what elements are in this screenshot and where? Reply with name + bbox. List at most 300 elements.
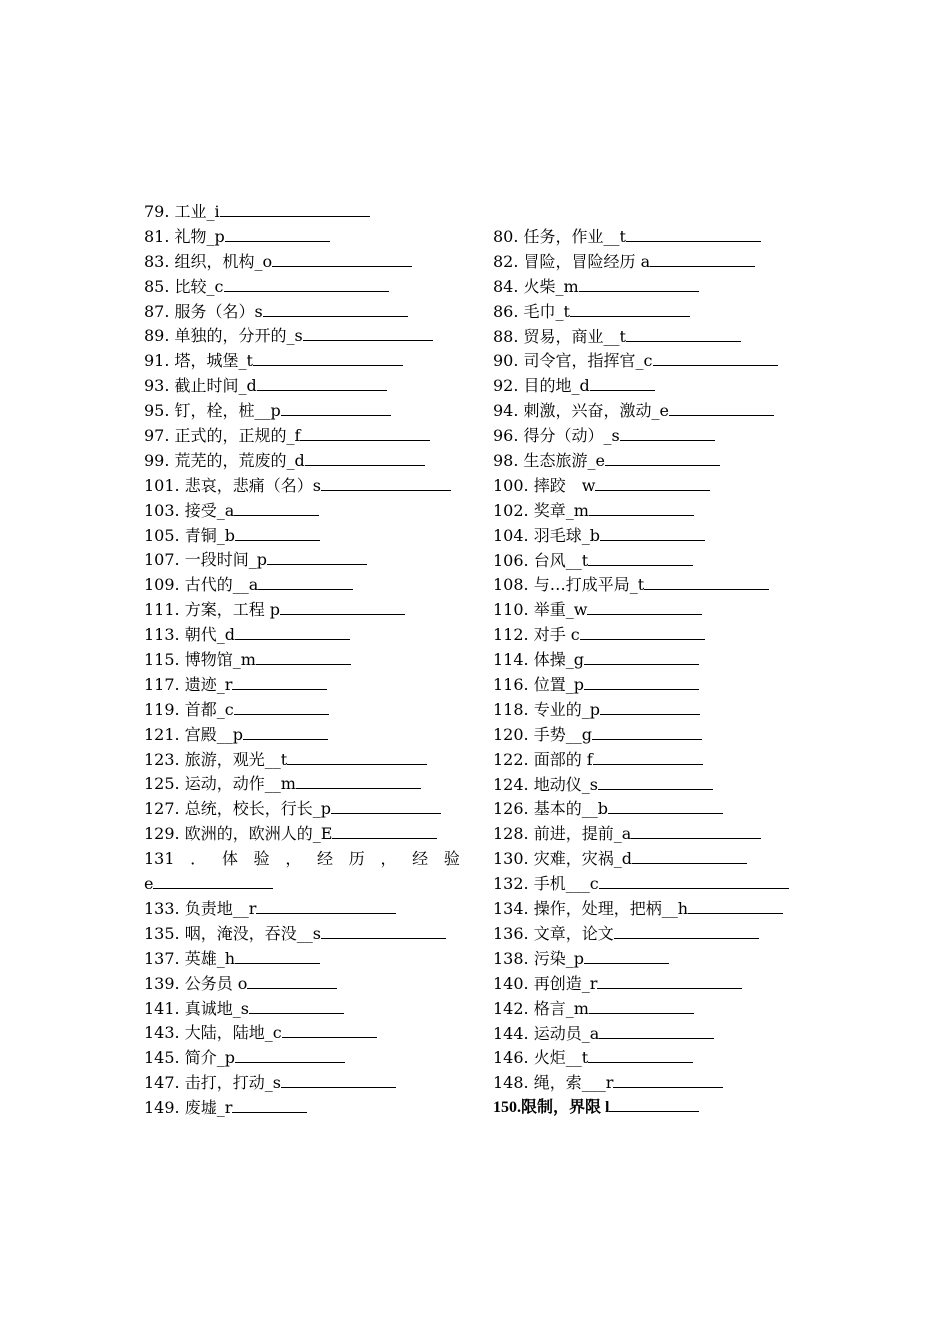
item-number: 83. <box>144 251 170 271</box>
item-term: 羽毛球_b <box>533 525 600 545</box>
item-number: 143. <box>144 1023 180 1043</box>
item-term: 操作，处理，把柄__h <box>533 899 689 919</box>
vocab-item <box>493 349 813 374</box>
vocab-item <box>144 1021 462 1046</box>
item-number: 114. <box>493 650 529 670</box>
item-number: 123. <box>144 749 180 769</box>
item-term: 悲哀，悲痛（名）s <box>184 475 321 495</box>
answer-blank[interactable] <box>287 750 427 765</box>
answer-blank[interactable] <box>253 351 403 366</box>
vocab-item <box>493 922 813 947</box>
item-term: 大陆，陆地_c <box>184 1023 282 1043</box>
answer-blank[interactable] <box>300 426 430 441</box>
answer-blank[interactable] <box>584 650 699 665</box>
answer-blank[interactable] <box>631 824 761 839</box>
answer-blank[interactable] <box>235 949 320 964</box>
vocab-item <box>493 1046 813 1071</box>
item-term: 咽，淹没，吞没__s <box>184 923 321 943</box>
answer-blank[interactable] <box>281 1073 396 1088</box>
vocab-item <box>493 897 813 922</box>
item-number: 104. <box>493 525 529 545</box>
item-number: 96. <box>493 426 519 446</box>
vocab-item <box>144 1096 462 1121</box>
item-number: 148. <box>493 1073 529 1093</box>
item-number: 95. <box>144 401 170 421</box>
answer-blank[interactable] <box>267 550 367 565</box>
answer-blank[interactable] <box>644 575 769 590</box>
item-number: 146. <box>493 1048 529 1068</box>
item-number: 107. <box>144 550 180 570</box>
answer-blank[interactable] <box>590 376 655 391</box>
answer-blank[interactable] <box>272 252 412 267</box>
vocab-item <box>493 997 813 1022</box>
answer-blank[interactable] <box>296 774 421 789</box>
item-number: 127. <box>144 799 180 819</box>
answer-blank[interactable] <box>584 675 699 690</box>
answer-blank[interactable] <box>249 999 344 1014</box>
item-term: 位置_p <box>533 675 584 695</box>
item-number: 97. <box>144 426 170 446</box>
item-number: 111. <box>144 600 180 620</box>
answer-blank[interactable] <box>688 899 783 914</box>
item-number: 108. <box>493 575 529 595</box>
vocab-item <box>493 623 813 648</box>
item-term: 污染_p <box>533 948 584 968</box>
vocab-item <box>493 698 813 723</box>
answer-blank[interactable] <box>584 949 669 964</box>
item-number: 145. <box>144 1048 180 1068</box>
item-term: 组织，机构_o <box>174 251 273 271</box>
answer-blank[interactable] <box>580 625 705 640</box>
vocab-item <box>144 324 462 349</box>
answer-blank[interactable] <box>614 924 759 939</box>
right-column <box>493 225 813 1121</box>
item-term: 绳，索___r <box>533 1073 614 1093</box>
answer-blank[interactable] <box>609 1097 699 1112</box>
item-term: 单独的，分开的_s <box>174 326 303 346</box>
vocab-item <box>144 349 462 374</box>
item-number: 81. <box>144 226 170 246</box>
item-text-part: ， <box>285 849 302 869</box>
answer-blank[interactable] <box>332 824 437 839</box>
answer-blank[interactable] <box>235 1048 345 1063</box>
item-number: 101. <box>144 475 180 495</box>
answer-blank[interactable] <box>653 351 778 366</box>
item-term: 文章，论文 <box>533 923 614 943</box>
item-term: 毛巾_t <box>523 301 570 321</box>
vocab-item <box>493 673 813 698</box>
answer-blank[interactable] <box>588 1048 693 1063</box>
item-term: 英雄_h <box>184 948 236 968</box>
item-term: 冒险，冒险经历 a <box>523 251 651 271</box>
answer-blank[interactable] <box>258 575 353 590</box>
answer-blank[interactable] <box>331 799 441 814</box>
item-number: 98. <box>493 451 519 471</box>
item-number: 94. <box>493 401 519 421</box>
item-term: 对手 c <box>533 625 580 645</box>
item-number: 122. <box>493 749 529 769</box>
item-number: 149. <box>144 1098 180 1118</box>
item-text-part: 历 <box>348 849 365 869</box>
vocab-item <box>493 748 813 773</box>
item-term: 台风__t <box>533 550 589 570</box>
item-term: 生态旅游_e <box>523 451 606 471</box>
item-term: 工业_i <box>174 202 220 221</box>
item-term: 专业的_p <box>533 699 600 719</box>
vocab-item <box>493 972 813 997</box>
answer-blank[interactable] <box>220 202 370 217</box>
item-number: 133. <box>144 898 180 918</box>
vocab-item <box>144 797 462 822</box>
item-term: 废墟_r <box>184 1098 233 1118</box>
answer-blank[interactable] <box>588 551 693 566</box>
answer-blank[interactable] <box>232 675 327 690</box>
item-term: 真诚地_s <box>184 998 249 1018</box>
answer-blank[interactable] <box>597 974 742 989</box>
vocab-item <box>493 424 813 449</box>
item-term: 遗迹_r <box>184 674 233 694</box>
vocab-item <box>144 698 462 723</box>
item-number: 86. <box>493 301 519 321</box>
vocab-item <box>144 300 462 325</box>
answer-blank[interactable] <box>579 277 699 292</box>
answer-blank[interactable] <box>595 476 710 491</box>
vocab-item <box>144 374 462 399</box>
item-number: 106. <box>493 550 529 570</box>
vocab-item <box>144 200 462 225</box>
item-term: 火柴_m <box>523 276 579 296</box>
vocab-item <box>493 723 813 748</box>
item-term: 欧洲的，欧洲人的_E <box>184 824 333 844</box>
item-term: 手机___c <box>533 874 599 894</box>
item-term: 摔跤 w <box>533 475 596 495</box>
item-text-part: ， <box>380 849 397 869</box>
vocab-item <box>144 947 462 972</box>
vocab-item <box>144 772 462 797</box>
vocab-item <box>144 225 462 250</box>
item-term: 古代的__a <box>184 575 259 595</box>
vocab-item <box>144 524 462 549</box>
vocab-item <box>493 797 813 822</box>
item-term: 奖章_m <box>533 500 589 520</box>
vocab-item <box>144 972 462 997</box>
item-term: 首都_c <box>184 699 234 719</box>
vocab-item <box>493 872 813 897</box>
vocab-item-wrapped <box>144 847 460 872</box>
vocab-item <box>144 449 462 474</box>
item-number: 129. <box>144 824 180 844</box>
item-term: e <box>144 874 154 894</box>
vocab-item <box>493 549 813 574</box>
item-term: 一段时间_p <box>184 550 267 570</box>
answer-blank[interactable] <box>650 252 755 267</box>
item-number: 140. <box>493 973 529 993</box>
item-term: 基本的__b <box>533 799 608 819</box>
item-number: 150. <box>493 1099 521 1117</box>
answer-blank[interactable] <box>620 426 715 441</box>
item-term: 任务，作业__t <box>523 227 626 246</box>
vocab-item <box>144 474 462 499</box>
vocab-item <box>144 598 462 623</box>
item-term: 运动，动作__m <box>184 774 296 794</box>
item-term: 灾难，灾祸_d <box>533 849 632 869</box>
item-number: 119. <box>144 699 180 719</box>
item-term: 青铜_b <box>184 525 235 545</box>
answer-blank[interactable] <box>232 1098 307 1113</box>
vocab-item <box>493 275 813 300</box>
item-number: 84. <box>493 276 519 296</box>
vocab-item <box>493 1096 813 1121</box>
answer-blank[interactable] <box>669 401 774 416</box>
item-text-part: 验 <box>253 849 270 869</box>
answer-blank[interactable] <box>257 376 387 391</box>
item-number: 89. <box>144 326 170 346</box>
item-number: 132. <box>493 874 529 894</box>
item-term: 博物馆_m <box>184 650 256 670</box>
vocab-item <box>144 250 462 275</box>
left-column <box>144 200 462 1121</box>
item-term: 钉，栓，桩__p <box>174 401 281 421</box>
item-number: 118. <box>493 699 529 719</box>
answer-blank[interactable] <box>243 725 328 740</box>
item-term: 方案，工程 p <box>184 600 281 620</box>
item-number: 147. <box>144 1073 180 1093</box>
answer-blank[interactable] <box>247 974 337 989</box>
item-number: 110. <box>493 600 529 620</box>
answer-blank[interactable] <box>235 526 320 541</box>
vocab-item <box>493 947 813 972</box>
vocab-item <box>144 424 462 449</box>
vocab-item <box>493 847 813 872</box>
answer-blank[interactable] <box>263 302 408 317</box>
answer-blank[interactable] <box>234 700 329 715</box>
answer-blank[interactable] <box>632 849 747 864</box>
item-term: 负责地__r <box>184 898 257 918</box>
item-number: 109. <box>144 575 180 595</box>
vocab-item <box>144 673 462 698</box>
item-number: 125. <box>144 774 180 794</box>
item-term: 接受_a <box>184 500 235 520</box>
answer-blank[interactable] <box>600 700 700 715</box>
item-number: 120. <box>493 724 529 744</box>
item-text-part: 经 <box>412 849 429 869</box>
answer-blank[interactable] <box>587 600 702 615</box>
answer-blank[interactable] <box>605 451 720 466</box>
item-term: 击打，打动_s <box>184 1073 281 1093</box>
vocab-item <box>144 399 462 424</box>
item-term: 总统，校长，行长_p <box>184 799 331 819</box>
vocab-item <box>493 325 813 350</box>
vocab-item <box>144 748 462 773</box>
vocab-item <box>493 225 813 250</box>
item-term: 比较_c <box>174 276 224 296</box>
answer-blank[interactable] <box>589 501 694 516</box>
vocab-item-continuation <box>144 872 462 897</box>
vocab-item <box>144 499 462 524</box>
answer-blank[interactable] <box>600 526 705 541</box>
item-term: 举重_w <box>533 600 588 620</box>
item-term: 前进，提前_a <box>533 824 632 844</box>
item-term: 再创造_r <box>533 973 598 993</box>
answer-blank[interactable] <box>626 327 741 342</box>
answer-blank[interactable] <box>305 451 425 466</box>
vocab-item <box>144 922 462 947</box>
vocab-item <box>144 822 462 847</box>
item-term: 火炬__t <box>533 1048 589 1068</box>
vocab-item <box>144 623 462 648</box>
answer-blank[interactable] <box>593 750 703 765</box>
item-term: 格言_m <box>533 998 589 1018</box>
item-number: 134. <box>493 899 529 919</box>
item-text-part: 经 <box>317 849 334 869</box>
answer-blank[interactable] <box>599 1024 714 1039</box>
answer-blank[interactable] <box>598 775 713 790</box>
item-term: 宫殿__p <box>184 724 243 744</box>
item-term: 公务员 o <box>184 973 248 993</box>
item-term: 正式的，正规的_f <box>174 426 301 446</box>
item-number: 105. <box>144 525 180 545</box>
item-term: 塔，城堡_t <box>174 351 253 371</box>
answer-blank[interactable] <box>224 277 389 292</box>
vocab-item <box>144 275 462 300</box>
item-number: 93. <box>144 376 170 396</box>
answer-blank[interactable] <box>321 476 451 491</box>
item-term: 地动仪_s <box>533 774 598 794</box>
vocab-item <box>493 598 813 623</box>
item-number: 79. <box>144 202 170 221</box>
item-number: 128. <box>493 824 529 844</box>
answer-blank[interactable] <box>613 1073 723 1088</box>
item-term: 截止时间_d <box>174 376 257 396</box>
vocab-item <box>144 997 462 1022</box>
vocab-item <box>493 300 813 325</box>
answer-blank[interactable] <box>608 799 723 814</box>
item-text-part: 验 <box>443 849 460 869</box>
answer-blank[interactable] <box>234 501 319 516</box>
item-number: 113. <box>144 625 180 645</box>
item-term: 面部的 f <box>533 749 593 769</box>
item-number: 142. <box>493 998 529 1018</box>
item-term: 限制，界限 l <box>521 1099 610 1117</box>
item-term: 礼物_p <box>174 226 225 246</box>
item-number: 138. <box>493 948 529 968</box>
vocab-item <box>493 474 813 499</box>
item-text-part: ． <box>190 849 207 869</box>
item-number: 137. <box>144 948 180 968</box>
item-text-part: 131 <box>144 849 175 869</box>
item-number: 91. <box>144 351 170 371</box>
answer-blank[interactable] <box>626 227 761 242</box>
item-number: 136. <box>493 923 529 943</box>
item-number: 80. <box>493 227 519 246</box>
answer-blank[interactable] <box>570 302 690 317</box>
item-number: 85. <box>144 276 170 296</box>
vocab-item <box>493 1022 813 1047</box>
vocab-item <box>493 573 813 598</box>
item-term: 服务（名）s <box>174 301 263 321</box>
vocab-item <box>144 573 462 598</box>
vocab-item <box>493 773 813 798</box>
item-number: 126. <box>493 799 529 819</box>
item-number: 116. <box>493 675 529 695</box>
answer-blank[interactable] <box>281 401 391 416</box>
vocab-item <box>493 374 813 399</box>
item-term: 得分（动）_s <box>523 426 620 446</box>
item-term: 手势__g <box>533 724 592 744</box>
vocab-item <box>493 524 813 549</box>
answer-blank[interactable] <box>256 899 396 914</box>
item-number: 121. <box>144 724 180 744</box>
answer-blank[interactable] <box>153 874 273 889</box>
answer-blank[interactable] <box>282 1023 377 1038</box>
item-number: 117. <box>144 674 180 694</box>
item-term: 运动员_a <box>533 1023 600 1043</box>
item-term: 刺激，兴奋，激动_e <box>523 401 670 421</box>
item-number: 141. <box>144 998 180 1018</box>
item-number: 88. <box>493 326 519 346</box>
vocab-item <box>144 1046 462 1071</box>
vocab-item <box>493 250 813 275</box>
item-term: 目的地_d <box>523 376 590 396</box>
item-number: 135. <box>144 923 180 943</box>
item-number: 99. <box>144 450 170 470</box>
item-term: 与…打成平局_t <box>533 575 645 595</box>
item-number: 103. <box>144 500 180 520</box>
item-number: 124. <box>493 774 529 794</box>
item-number: 100. <box>493 475 529 495</box>
item-number: 102. <box>493 500 529 520</box>
item-term: 简介_p <box>184 1048 235 1068</box>
item-term: 旅游，观光__t <box>184 749 288 769</box>
item-number: 82. <box>493 251 519 271</box>
item-number: 112. <box>493 625 529 645</box>
answer-blank[interactable] <box>280 600 405 615</box>
vocab-item <box>493 822 813 847</box>
answer-blank[interactable] <box>592 725 702 740</box>
item-number: 144. <box>493 1023 529 1043</box>
vocab-item <box>493 449 813 474</box>
vocab-item <box>493 499 813 524</box>
vocab-item <box>144 897 462 922</box>
item-term: 荒芜的，荒废的_d <box>174 450 305 470</box>
item-number: 130. <box>493 849 529 869</box>
item-term: 司令官，指挥官_c <box>523 351 653 371</box>
item-term: 贸易，商业__t <box>523 326 626 346</box>
answer-blank[interactable] <box>599 874 789 889</box>
item-term: 朝代_d <box>184 625 235 645</box>
answer-blank[interactable] <box>303 326 433 341</box>
vocab-item <box>493 648 813 673</box>
vocab-item <box>144 723 462 748</box>
item-number: 90. <box>493 351 519 371</box>
item-number: 139. <box>144 973 180 993</box>
vocab-item <box>493 399 813 424</box>
item-number: 115. <box>144 650 180 670</box>
vocab-item <box>144 648 462 673</box>
item-number: 92. <box>493 376 519 396</box>
item-number: 87. <box>144 301 170 321</box>
vocab-item <box>144 1071 462 1096</box>
item-term: 体操_g <box>533 650 584 670</box>
answer-blank[interactable] <box>256 650 351 665</box>
answer-blank[interactable] <box>235 625 350 640</box>
vocab-item <box>493 1071 813 1096</box>
item-text-part: 体 <box>221 849 238 869</box>
vocab-item <box>144 548 462 573</box>
answer-blank[interactable] <box>589 999 694 1014</box>
answer-blank[interactable] <box>225 227 330 242</box>
answer-blank[interactable] <box>321 924 446 939</box>
